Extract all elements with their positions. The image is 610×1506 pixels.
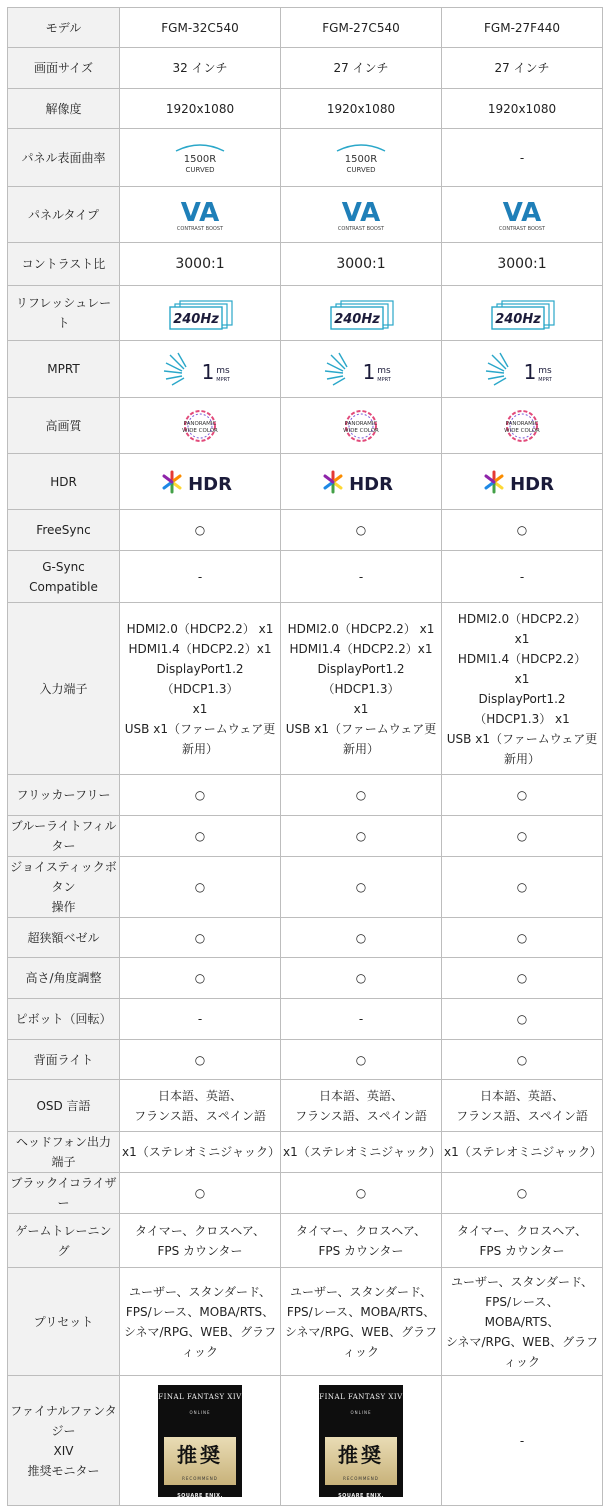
cell <box>281 341 442 398</box>
cell <box>120 129 281 187</box>
cell: HDMI2.0（HDCP2.2） x1 HDMI1.4（HDCP2.2）x1 DisplayPort1.2（HDCP1.3） x1 USB x1（ファームウェア更新用） <box>281 603 442 775</box>
cell: ○ <box>120 958 281 999</box>
cell: ○ <box>120 1040 281 1080</box>
mprt-badge-sub: MPRT <box>216 377 230 383</box>
row-label: ジョイスティックボタン 操作 <box>8 857 120 918</box>
panoramic-wide-color-icon <box>331 407 391 445</box>
row-label: ブルーライトフィルター <box>8 816 120 857</box>
cell: HDMI2.0（HDCP2.2） x1 HDMI1.4（HDCP2.2）x1 DisplayPort1.2（HDCP1.3） x1 USB x1（ファームウェア更新用） <box>120 603 281 775</box>
refresh-badge-text: 240Hz <box>173 312 219 327</box>
cell: ○ <box>281 775 442 816</box>
curved-1500r-icon <box>168 139 232 177</box>
cell: - <box>120 551 281 603</box>
cell: ○ <box>120 816 281 857</box>
cell: - <box>442 129 603 187</box>
cell: - <box>281 999 442 1040</box>
mprt-badge-sub: MPRT <box>538 377 552 383</box>
quality-badge-line1: PANORAMIC <box>344 420 378 427</box>
refresh-badge-text: 240Hz <box>334 312 380 327</box>
panoramic-wide-color-icon <box>170 407 230 445</box>
cell: - <box>442 1376 603 1506</box>
cell: ○ <box>442 999 603 1040</box>
header-row <box>8 8 603 48</box>
mprt-1ms-icon <box>321 349 401 389</box>
cell: ○ <box>442 918 603 958</box>
row-label: ピボット（回転） <box>8 999 120 1040</box>
row-curve <box>8 129 603 187</box>
refresh-240hz-icon <box>323 295 399 331</box>
cell: 32 インチ <box>120 48 281 89</box>
ffxiv-badge-sub: ONLINE <box>350 1409 372 1415</box>
row-label: 背面ライト <box>8 1040 120 1080</box>
cell: タイマー、クロスヘア、 FPS カウンター <box>120 1214 281 1268</box>
cell: ○ <box>281 857 442 918</box>
row-mprt <box>8 341 603 398</box>
row-label: 入力端子 <box>8 603 120 775</box>
row-label: 高さ/角度調整 <box>8 958 120 999</box>
quality-badge-line1: PANORAMIC <box>183 420 217 427</box>
cell <box>120 398 281 454</box>
row-label: 高画質 <box>8 398 120 454</box>
mprt-1ms-icon <box>482 349 562 389</box>
mprt-badge-unit: ms <box>216 366 230 376</box>
row-label: パネルタイプ <box>8 187 120 243</box>
hdr-badge-text: HDR <box>349 473 393 495</box>
va-badge-sub: CONTRAST BOOST <box>176 225 224 232</box>
cell: ○ <box>281 1040 442 1080</box>
panoramic-wide-color-icon <box>492 407 552 445</box>
row-gametrain <box>8 1214 603 1268</box>
cell: ○ <box>442 857 603 918</box>
row-label: FreeSync <box>8 510 120 551</box>
refresh-badge-text: 240Hz <box>495 312 541 327</box>
row-freesync <box>8 510 603 551</box>
cell: ○ <box>442 958 603 999</box>
curve-badge-bottom: CURVED <box>346 165 376 174</box>
mprt-1ms-icon <box>160 349 240 389</box>
row-label: ファイナルファンタジー XIV 推奨モニター <box>8 1376 120 1506</box>
cell <box>281 398 442 454</box>
cell: 27 インチ <box>442 48 603 89</box>
row-label: コントラスト比 <box>8 243 120 286</box>
mprt-badge-value: 1 <box>201 360 215 384</box>
cell: ○ <box>120 857 281 918</box>
cell: HDMI2.0（HDCP2.2） x1 HDMI1.4（HDCP2.2） x1 DisplayPort1.2 （HDCP1.3） x1 USB x1（ファームウェア更 新用） <box>442 603 603 775</box>
row-ports <box>8 603 603 775</box>
row-quality <box>8 398 603 454</box>
cell: x1（ステレオミニジャック） <box>281 1132 442 1173</box>
cell <box>120 187 281 243</box>
row-refresh <box>8 286 603 341</box>
hdr-badge-text: HDR <box>188 473 232 495</box>
row-height <box>8 958 603 999</box>
cell <box>442 398 603 454</box>
cell: ○ <box>120 1173 281 1214</box>
mprt-badge-unit: ms <box>377 366 391 376</box>
quality-badge-line2: WIDE COLOR <box>343 427 379 434</box>
row-label: 超狭額ベゼル <box>8 918 120 958</box>
row-label: OSD 言語 <box>8 1080 120 1132</box>
va-badge-text: VA <box>502 197 542 228</box>
row-gsync <box>8 551 603 603</box>
cell: 3000:1 <box>281 243 442 286</box>
ffxiv-recommend-badge <box>158 1385 242 1497</box>
cell: タイマー、クロスヘア、 FPS カウンター <box>281 1214 442 1268</box>
row-blackeq <box>8 1173 603 1214</box>
cell <box>442 341 603 398</box>
cell: - <box>120 999 281 1040</box>
cell: ○ <box>120 918 281 958</box>
ffxiv-badge-recommend: RECOMMEND <box>182 1475 218 1481</box>
cell: 1920x1080 <box>442 89 603 129</box>
cell <box>120 454 281 510</box>
cell: ○ <box>442 510 603 551</box>
ffxiv-badge-kanji: 推奨 <box>177 1442 223 1467</box>
row-label: 画面サイズ <box>8 48 120 89</box>
row-label: パネル表面曲率 <box>8 129 120 187</box>
cell: ○ <box>281 1173 442 1214</box>
row-label: ブラックイコライザー <box>8 1173 120 1214</box>
cell <box>281 187 442 243</box>
ffxiv-badge-brand: SQUARE ENIX. <box>177 1492 223 1499</box>
hdr-icon <box>160 466 240 498</box>
cell <box>281 286 442 341</box>
cell: - <box>281 551 442 603</box>
cell <box>120 1376 281 1506</box>
row-resolution <box>8 89 603 129</box>
cell <box>281 129 442 187</box>
cell: 1920x1080 <box>281 89 442 129</box>
cell: ○ <box>442 1173 603 1214</box>
row-joystick <box>8 857 603 918</box>
curve-badge-top: 1500R <box>344 153 378 165</box>
ffxiv-badge-title: FINAL FANTASY XIV <box>319 1392 403 1401</box>
cell: ○ <box>442 775 603 816</box>
cell: ○ <box>281 816 442 857</box>
model-name: FGM-27C540 <box>281 8 442 48</box>
cell <box>120 286 281 341</box>
row-label: MPRT <box>8 341 120 398</box>
row-preset <box>8 1268 603 1376</box>
cell: 日本語、英語、 フランス語、スペイン語 <box>281 1080 442 1132</box>
ffxiv-recommend-badge <box>319 1385 403 1497</box>
row-hdr <box>8 454 603 510</box>
row-pivot <box>8 999 603 1040</box>
row-label: ヘッドフォン出力端子 <box>8 1132 120 1173</box>
cell: ○ <box>442 816 603 857</box>
ffxiv-badge-sub: ONLINE <box>189 1409 211 1415</box>
row-label: ゲームトレーニング <box>8 1214 120 1268</box>
quality-badge-line2: WIDE COLOR <box>182 427 218 434</box>
va-panel-icon <box>490 196 554 234</box>
ffxiv-badge-kanji: 推奨 <box>338 1442 384 1467</box>
row-contrast <box>8 243 603 286</box>
va-badge-text: VA <box>341 197 381 228</box>
mprt-badge-value: 1 <box>523 360 537 384</box>
quality-badge-line1: PANORAMIC <box>505 420 539 427</box>
cell: タイマー、クロスヘア、 FPS カウンター <box>442 1214 603 1268</box>
row-label: G-Sync Compatible <box>8 551 120 603</box>
hdr-icon <box>321 466 401 498</box>
mprt-badge-unit: ms <box>538 366 552 376</box>
ffxiv-badge-title: FINAL FANTASY XIV <box>158 1392 242 1401</box>
cell <box>442 286 603 341</box>
va-badge-sub: CONTRAST BOOST <box>498 225 546 232</box>
cell: 3000:1 <box>120 243 281 286</box>
cell: x1（ステレオミニジャック） <box>120 1132 281 1173</box>
row-label: HDR <box>8 454 120 510</box>
cell: 日本語、英語、 フランス語、スペイン語 <box>442 1080 603 1132</box>
hdr-badge-text: HDR <box>510 473 554 495</box>
cell <box>442 454 603 510</box>
va-badge-sub: CONTRAST BOOST <box>337 225 385 232</box>
row-ffxiv <box>8 1376 603 1506</box>
va-panel-icon <box>168 196 232 234</box>
va-badge-text: VA <box>180 197 220 228</box>
refresh-240hz-icon <box>484 295 560 331</box>
cell: 27 インチ <box>281 48 442 89</box>
quality-badge-line2: WIDE COLOR <box>504 427 540 434</box>
curved-1500r-icon <box>329 139 393 177</box>
curve-badge-top: 1500R <box>183 153 217 165</box>
row-bluelight <box>8 816 603 857</box>
va-panel-icon <box>329 196 393 234</box>
cell: ○ <box>281 958 442 999</box>
refresh-240hz-icon <box>162 295 238 331</box>
row-size <box>8 48 603 89</box>
cell: 3000:1 <box>442 243 603 286</box>
row-label: フリッカーフリー <box>8 775 120 816</box>
cell: - <box>442 551 603 603</box>
mprt-badge-value: 1 <box>362 360 376 384</box>
cell: ○ <box>281 918 442 958</box>
row-label: 解像度 <box>8 89 120 129</box>
curve-badge-bottom: CURVED <box>185 165 215 174</box>
row-osd <box>8 1080 603 1132</box>
header-label: モデル <box>8 8 120 48</box>
cell: x1（ステレオミニジャック） <box>442 1132 603 1173</box>
row-label: プリセット <box>8 1268 120 1376</box>
model-name: FGM-32C540 <box>120 8 281 48</box>
row-headphone <box>8 1132 603 1173</box>
row-bezel <box>8 918 603 958</box>
hdr-icon <box>482 466 562 498</box>
cell: ○ <box>442 1040 603 1080</box>
cell: 1920x1080 <box>120 89 281 129</box>
row-flicker <box>8 775 603 816</box>
cell <box>281 1376 442 1506</box>
spec-table <box>7 7 603 1506</box>
cell: ○ <box>281 510 442 551</box>
ffxiv-badge-recommend: RECOMMEND <box>343 1475 379 1481</box>
model-name: FGM-27F440 <box>442 8 603 48</box>
ffxiv-badge-brand: SQUARE ENIX. <box>338 1492 384 1499</box>
cell: 日本語、英語、 フランス語、スペイン語 <box>120 1080 281 1132</box>
cell <box>442 187 603 243</box>
cell: ユーザー、スタンダード、 FPS/レース、MOBA/RTS、 シネマ/RPG、WEB、グラフィック <box>120 1268 281 1376</box>
row-panel <box>8 187 603 243</box>
cell: ユーザー、スタンダード、 FPS/レース、MOBA/RTS、 シネマ/RPG、WEB、グラフィック <box>281 1268 442 1376</box>
cell <box>120 341 281 398</box>
cell <box>281 454 442 510</box>
mprt-badge-sub: MPRT <box>377 377 391 383</box>
cell: ○ <box>120 775 281 816</box>
row-label: リフレッシュレート <box>8 286 120 341</box>
cell: ユーザー、スタンダード、 FPS/レース、 MOBA/RTS、 シネマ/RPG、WEB、グラフ ィック <box>442 1268 603 1376</box>
row-backlight <box>8 1040 603 1080</box>
cell: ○ <box>120 510 281 551</box>
